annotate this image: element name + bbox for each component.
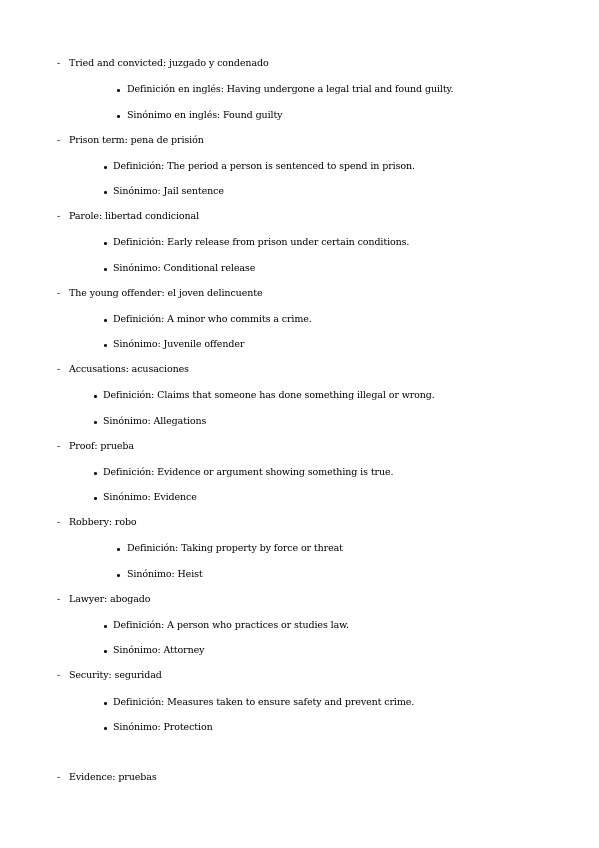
bullet-icon (117, 89, 120, 92)
term-line: Accusations: acusaciones (69, 364, 189, 375)
definition-line: Definición: Evidence or argument showing something is true. (103, 467, 394, 478)
bullet-icon (117, 574, 120, 577)
synonym-line: Sinónimo: Allegations (103, 416, 207, 427)
bullet-icon (94, 395, 97, 398)
definition-line: Definición: Taking property by force or threat (127, 543, 343, 554)
dash-marker: - (57, 441, 61, 452)
definition-line: Definición: A minor who commits a crime. (113, 314, 312, 325)
bullet-icon (104, 268, 107, 271)
definition-line: Definición: Claims that someone has done something illegal or wrong. (103, 390, 435, 401)
definition-line: Definición: Early release from prison under certain conditions. (113, 237, 410, 248)
dash-marker: - (57, 517, 61, 528)
term-line: Parole: libertad condicional (69, 211, 200, 222)
term-line: Lawyer: abogado (69, 594, 151, 605)
term-line: Proof: prueba (69, 441, 134, 452)
bullet-icon (94, 472, 97, 475)
dash-marker: - (57, 670, 61, 681)
dash-marker: - (57, 364, 61, 375)
definition-line: Definición: The period a person is sentenced to spend in prison. (113, 161, 415, 172)
definition-line: Definición: A person who practices or studies law. (113, 620, 349, 631)
term-line: Security: seguridad (69, 670, 162, 681)
bullet-icon (104, 650, 107, 653)
dash-marker: - (57, 772, 61, 783)
term-line: Evidence: pruebas (69, 772, 157, 783)
dash-marker: - (57, 135, 61, 146)
synonym-line: Sinónimo: Jail sentence (113, 186, 224, 197)
synonym-line: Sinónimo: Evidence (103, 492, 197, 503)
synonym-line: Sinónimo en inglés: Found guilty (127, 110, 283, 121)
dash-marker: - (57, 58, 61, 69)
synonym-line: Sinónimo: Heist (127, 569, 203, 580)
bullet-icon (104, 242, 107, 245)
synonym-line: Sinónimo: Attorney (113, 645, 205, 656)
synonym-line: Sinónimo: Juvenile offender (113, 339, 245, 350)
bullet-icon (104, 625, 107, 628)
bullet-icon (104, 702, 107, 705)
bullet-icon (104, 727, 107, 730)
bullet-icon (94, 497, 97, 500)
definition-line: Definición en inglés: Having undergone a legal trial and found guilty. (127, 84, 454, 95)
term-line: Tried and convicted: juzgado y condenado (69, 58, 269, 69)
term-line: The young offender: el joven delincuente (69, 288, 263, 299)
bullet-icon (104, 319, 107, 322)
definition-line: Definición: Measures taken to ensure safety and prevent crime. (113, 697, 415, 708)
synonym-line: Sinónimo: Conditional release (113, 263, 256, 274)
bullet-icon (117, 548, 120, 551)
bullet-icon (104, 344, 107, 347)
dash-marker: - (57, 594, 61, 605)
dash-marker: - (57, 288, 61, 299)
term-line: Prison term: pena de prisión (69, 135, 204, 146)
bullet-icon (104, 191, 107, 194)
bullet-icon (104, 166, 107, 169)
bullet-icon (117, 115, 120, 118)
dash-marker: - (57, 211, 61, 222)
bullet-icon (94, 421, 97, 424)
synonym-line: Sinónimo: Protection (113, 722, 213, 733)
term-line: Robbery: robo (69, 517, 137, 528)
